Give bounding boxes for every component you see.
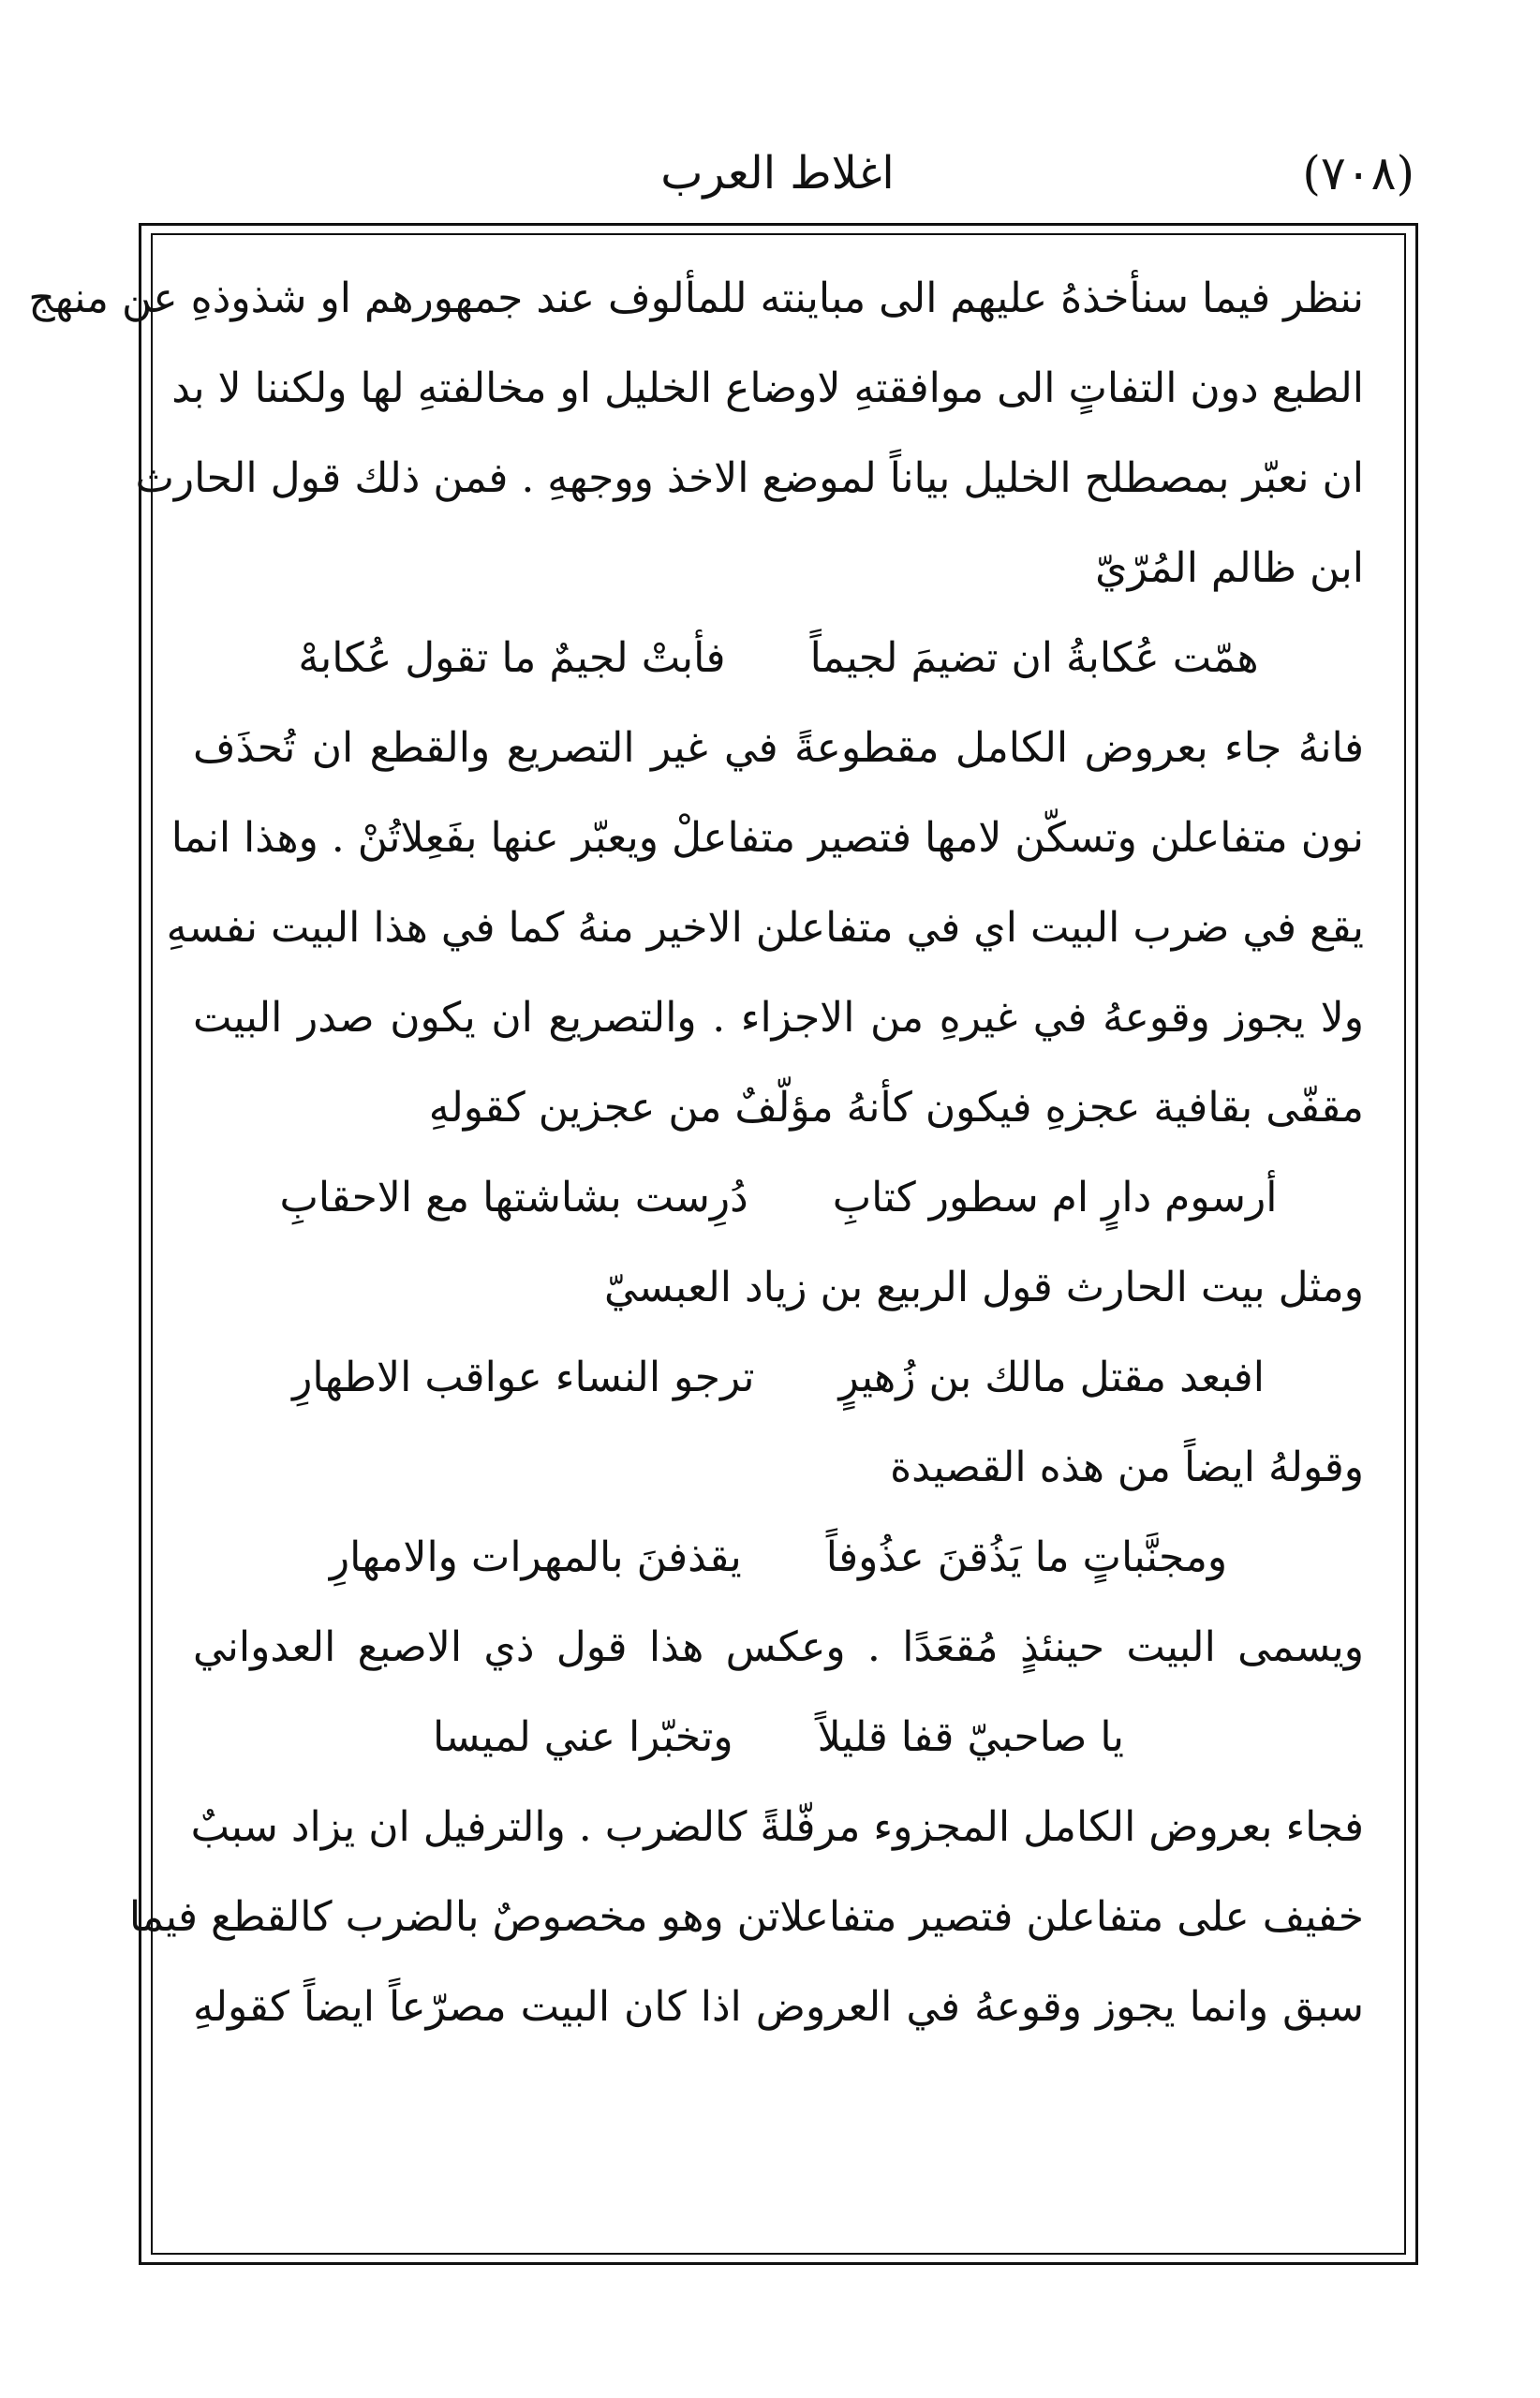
prose-line: فجاء بعروض الكامل المجزوء مرفّلةً كالضرب . والترفيل ان يزاد سببٌ	[190, 1803, 1364, 1851]
prose-line: ويسمى البيت حينئذٍ مُقعَدًا . وعكس هذا قول ذي الاصبع العدواني	[193, 1623, 1364, 1671]
prose-line: ننظر فيما سنأخذهُ عليهم الى مباينته للمألوف عند جمهورهم او شذوذهِ عن منهج	[28, 274, 1364, 322]
prose-line: نون متفاعلن وتسكّن لامها فتصير متفاعلْ ويعبّر عنها بفَعِلاتُنْ . وهذا انما	[170, 814, 1364, 862]
verse-first-hemistich: همّت عُكابةُ ان تضيمَ لجيماً	[809, 634, 1259, 682]
prose-line: سبق وانما يجوز وقوعهُ في العروض اذا كان البيت مصرّعاً ايضاً كقولهِ	[193, 1983, 1364, 2031]
page-number: (٧٠٨)	[1302, 146, 1414, 200]
body-text	[28, 254, 1364, 2052]
verse-second-hemistich: يقذفنَ بالمهرات والامهارِ	[329, 1533, 742, 1581]
verse-second-hemistich: ترجو النساء عواقب الاطهارِ	[292, 1354, 755, 1401]
verse-second-hemistich: فأبتْ لجيمٌ ما تقول عُكابهْ	[298, 634, 726, 682]
prose-line: ان نعبّر بمصطلح الخليل بياناً لموضع الاخذ ووجههِ . فمن ذلك قول الحارث	[135, 454, 1364, 502]
verse-line	[193, 1693, 1364, 1783]
prose-line: يقع في ضرب البيت اي في متفاعلن الاخير منهُ كما في هذا البيت نفسهِ	[166, 904, 1364, 952]
prose-line: ولا يجوز وقوعهُ في غيرهِ من الاجزاء . والتصريع ان يكون صدر البيت	[193, 994, 1364, 1042]
prose-line: مقفّى بقافية عجزهِ فيكون كأنهُ مؤلّفٌ من عجزين كقولهِ	[428, 1084, 1364, 1132]
verse-line	[193, 614, 1364, 703]
verse-first-hemistich: أرسوم دارٍ ام سطور كتابِ	[832, 1174, 1278, 1221]
verse-line	[193, 1513, 1364, 1603]
verse-line	[193, 1333, 1364, 1423]
verse-first-hemistich: ومجنَّباتٍ ما يَذُقنَ عذُوفاً	[825, 1533, 1228, 1581]
prose-line: ابن ظالم المُرّيّ	[1095, 544, 1364, 592]
running-title: اغلاط العرب	[660, 147, 895, 200]
prose-line: ومثل بيت الحارث قول الربيع بن زياد العبسيّ	[603, 1264, 1364, 1311]
prose-line: خفيف على متفاعلن فتصير متفاعلاتن وهو مخصوصٌ بالضرب كالقطع فيما	[128, 1893, 1364, 1941]
text-frame	[28, 223, 1418, 2265]
running-header	[141, 136, 1414, 211]
prose-line: الطبع دون التفاتٍ الى موافقتهِ لاوضاع الخليل او مخالفتهِ لها ولكننا لا بد	[171, 364, 1364, 412]
verse-second-hemistich: وتخبّرا عني لميسا	[433, 1713, 733, 1761]
verse-second-hemistich: دُرِست بشاشتها مع الاحقابِ	[279, 1174, 748, 1221]
prose-line: وقولهُ ايضاً من هذه القصيدة	[890, 1443, 1364, 1491]
verse-first-hemistich: يا صاحبيّ قفا قليلاً	[817, 1713, 1124, 1761]
verse-line	[193, 1153, 1364, 1243]
verse-first-hemistich: افبعد مقتل مالك بن زُهيرٍ	[838, 1354, 1265, 1401]
prose-line: فانهُ جاء بعروض الكامل مقطوعةً في غير التصريع والقطع ان تُحذَف	[193, 724, 1364, 772]
